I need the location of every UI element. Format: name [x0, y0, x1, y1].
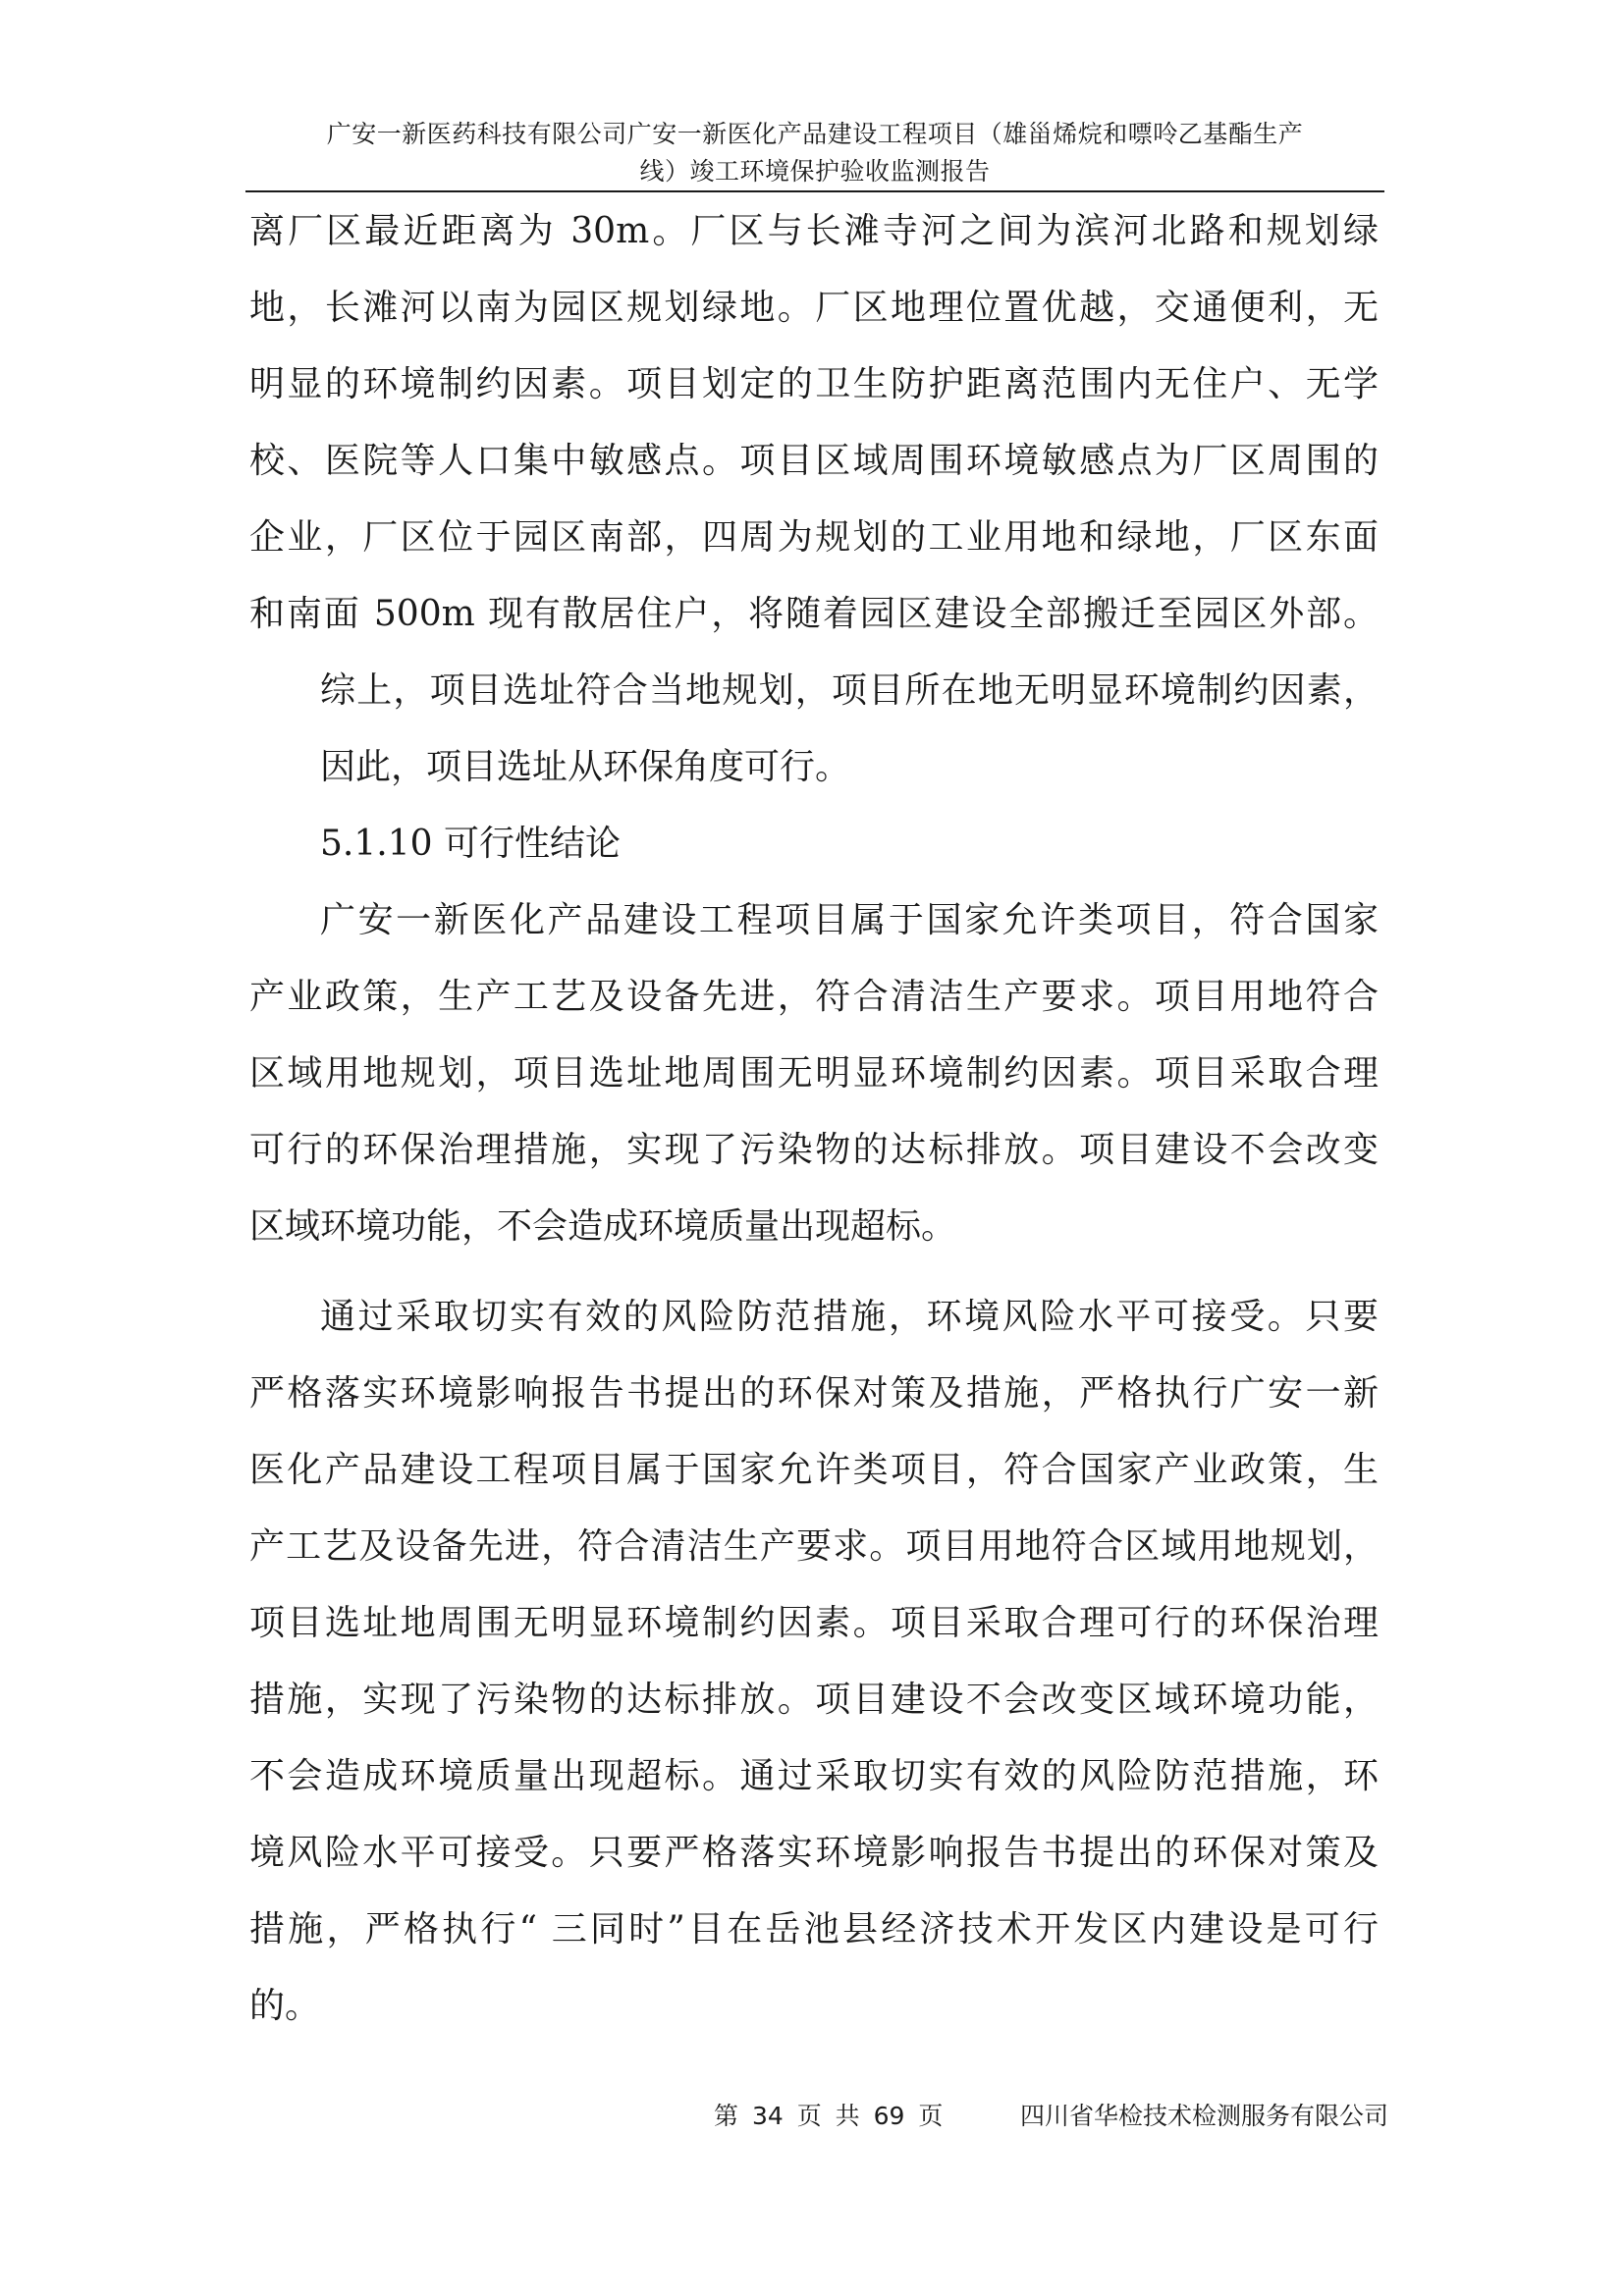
text-line: 企业，厂区位于园区南部，四周为规划的工业用地和绿地，厂区东面	[249, 517, 1379, 558]
text-line: 广安一新医化产品建设工程项目属于国家允许类项目，符合国家	[320, 900, 1379, 940]
text-line: 严格落实环境影响报告书提出的环保对策及措施，严格执行广安一新	[249, 1373, 1379, 1414]
text-line: 可行的环保治理措施，实现了污染物的达标排放。项目建设不会改变	[249, 1130, 1379, 1170]
text-line: 校、医院等人口集中敏感点。项目区域周围环境敏感点为厂区周围的	[249, 441, 1379, 481]
text-line: 产工艺及设备先进，符合清洁生产要求。项目用地符合区域用地规划，	[249, 1526, 1379, 1567]
text-line: 明显的环境制约因素。项目划定的卫生防护距离范围内无住户、无学	[249, 364, 1379, 404]
text-line: 综上，项目选址符合当地规划，项目所在地无明显环境制约因素，	[320, 670, 1379, 711]
text-line: 区域环境功能，不会造成环境质量出现超标。	[249, 1206, 957, 1247]
header-title-line-1: 广安一新医药科技有限公司广安一新医化产品建设工程项目（雄甾烯烷和嘌呤乙基酯生产	[326, 120, 1304, 148]
text-line: 区域用地规划，项目选址地周围无明显环境制约因素。项目采取合理	[249, 1053, 1379, 1094]
header-rule	[245, 190, 1384, 192]
text-line: 因此，项目选址从环保角度可行。	[320, 747, 851, 787]
text-line: 措施，严格执行“ 三同时”目在岳池县经济技术开发区内建设是可行	[249, 1909, 1379, 1949]
footer-company: 四川省华检技术检测服务有限公司	[1019, 2102, 1388, 2130]
text-line: 的。	[249, 1986, 321, 2026]
paragraph-risk	[249, 1279, 1379, 2045]
page-body	[249, 193, 1379, 2045]
text-line: 地，长滩河以南为园区规划绿地。厂区地理位置优越，交通便利，无	[249, 288, 1379, 328]
text-line: 措施，实现了污染物的达标排放。项目建设不会改变区域环境功能，	[249, 1680, 1379, 1720]
paragraph-site-environment	[249, 193, 1379, 653]
text-line: 和南面 500m 现有散居住户，将随着园区建设全部搬迁至园区外部。	[249, 594, 1379, 634]
text-line: 离厂区最近距离为 30m。厂区与长滩寺河之间为滨河北路和规划绿	[249, 211, 1379, 251]
text-line: 境风险水平可接受。只要严格落实环境影响报告书提出的环保对策及	[249, 1833, 1379, 1873]
text-line: 项目选址地周围无明显环境制约因素。项目采取合理可行的环保治理	[249, 1603, 1379, 1643]
header-title-line-2: 线）竣工环境保护验收监测报告	[639, 157, 991, 186]
running-header	[250, 116, 1380, 190]
section-heading: 5.1.10 可行性结论	[320, 824, 621, 864]
page-number: 第 34 页 共 69 页	[714, 2102, 944, 2130]
paragraph-gap	[249, 1265, 1379, 1279]
text-line: 产业政策，生产工艺及设备先进，符合清洁生产要求。项目用地符合	[249, 977, 1379, 1017]
paragraph-site-conclusion	[249, 653, 1379, 806]
text-line: 不会造成环境质量出现超标。通过采取切实有效的风险防范措施，环	[249, 1756, 1379, 1796]
text-line: 医化产品建设工程项目属于国家允许类项目，符合国家产业政策，生	[249, 1450, 1379, 1490]
text-line: 通过采取切实有效的风险防范措施，环境风险水平可接受。只要	[320, 1297, 1379, 1337]
paragraph-feasibility	[249, 882, 1379, 1265]
